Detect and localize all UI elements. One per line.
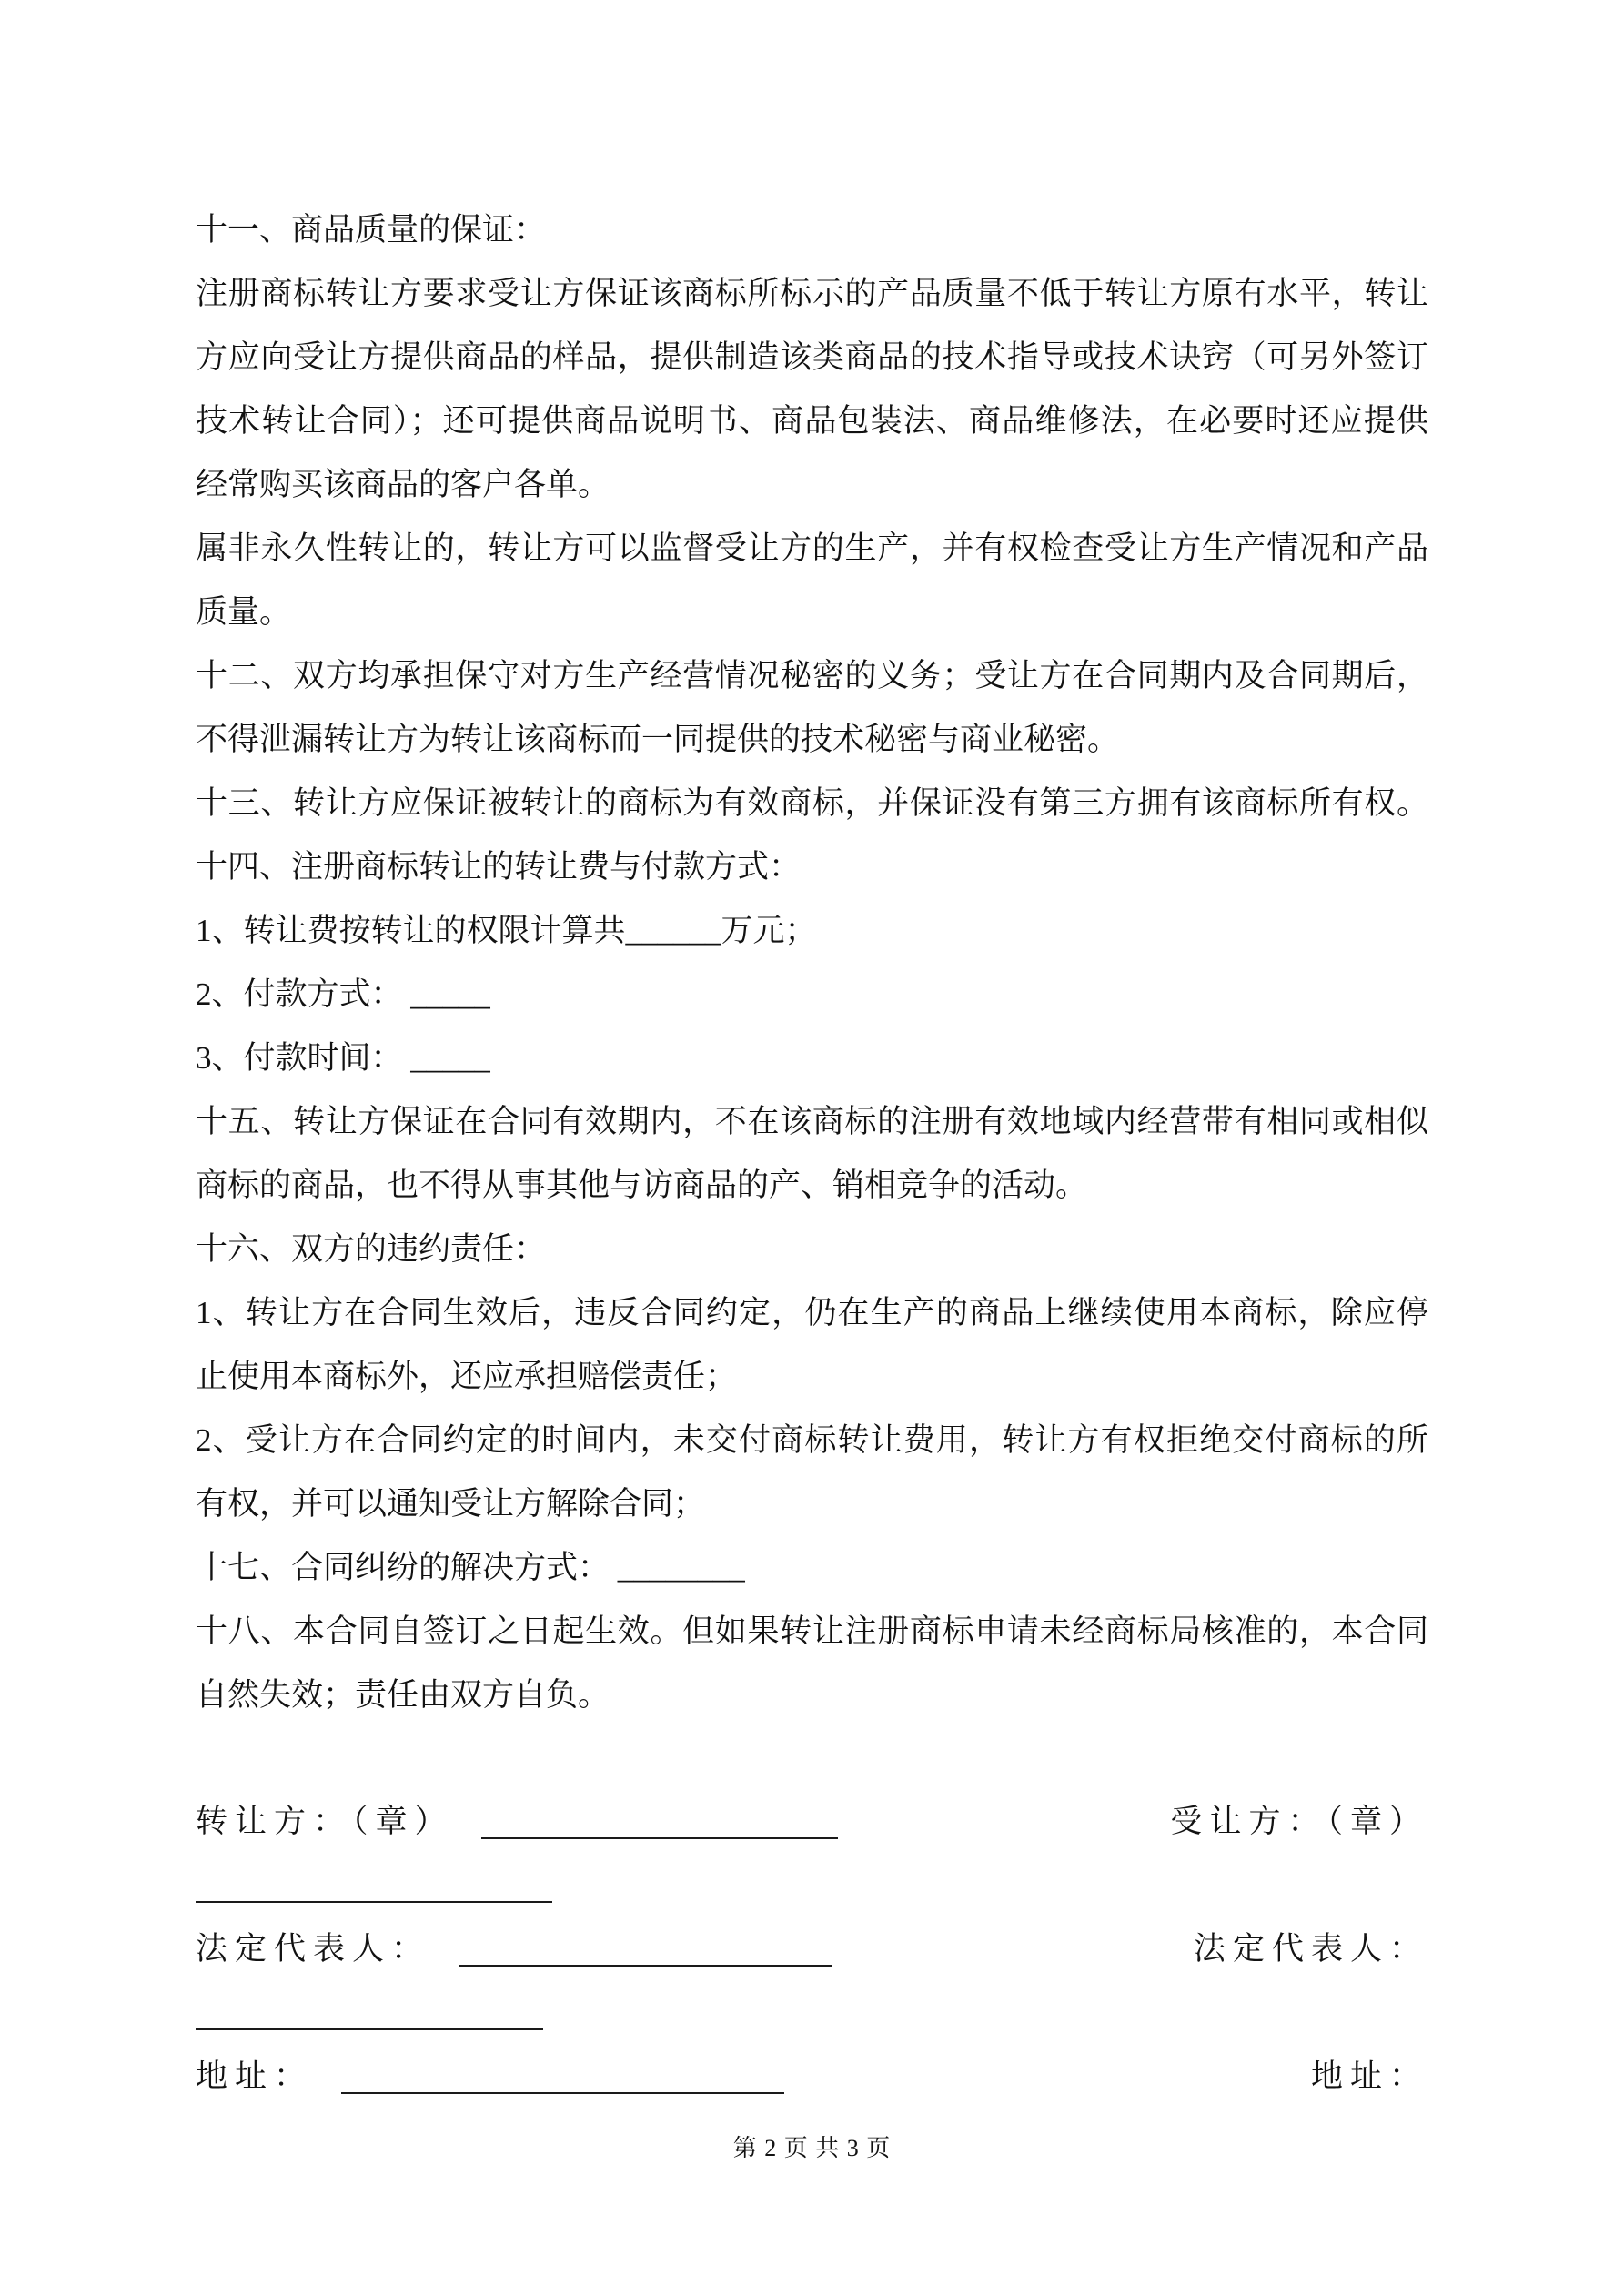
text-line-with-blank: 2、付款方式： _____	[196, 976, 490, 1012]
transferor-seal-field	[196, 1790, 838, 1854]
text-line-with-blank: 1、转让费按转让的权限计算共______万元；	[196, 913, 817, 948]
text-line: 自然失效；责任由双方自负。	[196, 1677, 610, 1713]
text-line: 十六、双方的违约责任：	[196, 1231, 547, 1267]
text-line: 十一、商品质量的保证：	[196, 212, 547, 248]
transferor-representative-blank	[459, 1956, 832, 1967]
transferor-name-blank	[481, 1828, 838, 1839]
text-line: 质量。	[196, 594, 292, 630]
text-line: 十三、转让方应保证被转让的商标为有效商标，并保证没有第三方拥有该商标所有权。	[196, 785, 1428, 821]
signature-row-party	[196, 1790, 1428, 1854]
transferor-address-blank	[341, 2083, 784, 2094]
text-line: 不得泄漏转让方为转让该商标而一同提供的技术秘密与商业秘密。	[196, 722, 1120, 757]
text-line: 方应向受让方提供商品的样品，提供制造该类商品的技术指导或技术诀窍（可另外签订	[196, 339, 1428, 375]
text-line: 1、转让方在合同生效后，违反合同约定，仍在生产的商品上继续使用本商标，除应停	[196, 1295, 1428, 1330]
signature-row-blank	[196, 1854, 1428, 1917]
text-line: 十八、本合同自签订之日起生效。但如果转让注册商标申请未经商标局核准的，本合同	[196, 1613, 1428, 1649]
transferor-address-field	[196, 2045, 784, 2109]
transferor-extra-blank-field	[196, 1981, 543, 2045]
text-line: 技术转让合同）；还可提供商品说明书、商品包装法、商品维修法，在必要时还应提供	[196, 403, 1428, 439]
transferor-extra-blank	[196, 1892, 552, 1903]
transferor-representative-label: 法定代表人：	[196, 1931, 431, 1967]
text-line: 注册商标转让方要求受让方保证该商标所标示的产品质量不低于转让方原有水平，转让	[196, 276, 1428, 311]
transferee-seal-label: 受让方：（章）	[1170, 1804, 1428, 1839]
transferee-representative-label: 法定代表人：	[1193, 1931, 1428, 1967]
text-line: 有权，并可以通知受让方解除合同；	[196, 1486, 706, 1522]
signature-row-representative	[196, 1917, 1428, 1981]
text-line: 经常购买该商品的客户各单。	[196, 467, 610, 502]
transferor-address-label: 地址：	[196, 2058, 314, 2094]
signature-block	[196, 1790, 1428, 2109]
transferor-extra-blank-field	[196, 1854, 552, 1917]
page-number-footer: 第 2 页 共 3 页	[732, 2135, 892, 2161]
transferor-extra-blank	[196, 2019, 543, 2030]
text-line: 十五、转让方保证在合同有效期内，不在该商标的注册有效地域内经营带有相同或相似	[196, 1104, 1428, 1139]
signature-row-blank	[196, 1981, 1428, 2045]
text-line-with-blank: 十七、合同纠纷的解决方式： ________	[196, 1550, 745, 1585]
text-line-with-blank: 3、付款时间： _____	[196, 1040, 490, 1076]
text-line: 十四、注册商标转让的转让费与付款方式：	[196, 849, 802, 885]
transferor-seal-label: 转让方：（章）	[196, 1804, 454, 1839]
text-line: 止使用本商标外，还应承担赔偿责任；	[196, 1359, 738, 1394]
contract-text	[196, 198, 1428, 1727]
text-line: 属非永久性转让的，转让方可以监督受让方的生产，并有权检查受让方生产情况和产品	[196, 531, 1428, 566]
text-line: 商标的商品，也不得从事其他与访商品的产、销相竞争的活动。	[196, 1168, 1088, 1203]
text-line: 2、受让方在合同约定的时间内，未交付商标转让费用，转让方有权拒绝交付商标的所	[196, 1422, 1428, 1458]
transferor-representative-field	[196, 1917, 832, 1981]
signature-row-address	[196, 2045, 1428, 2109]
transferee-address-label: 地址：	[1310, 2058, 1428, 2094]
text-line: 十二、双方均承担保守对方生产经营情况秘密的义务；受让方在合同期内及合同期后，	[196, 658, 1428, 693]
